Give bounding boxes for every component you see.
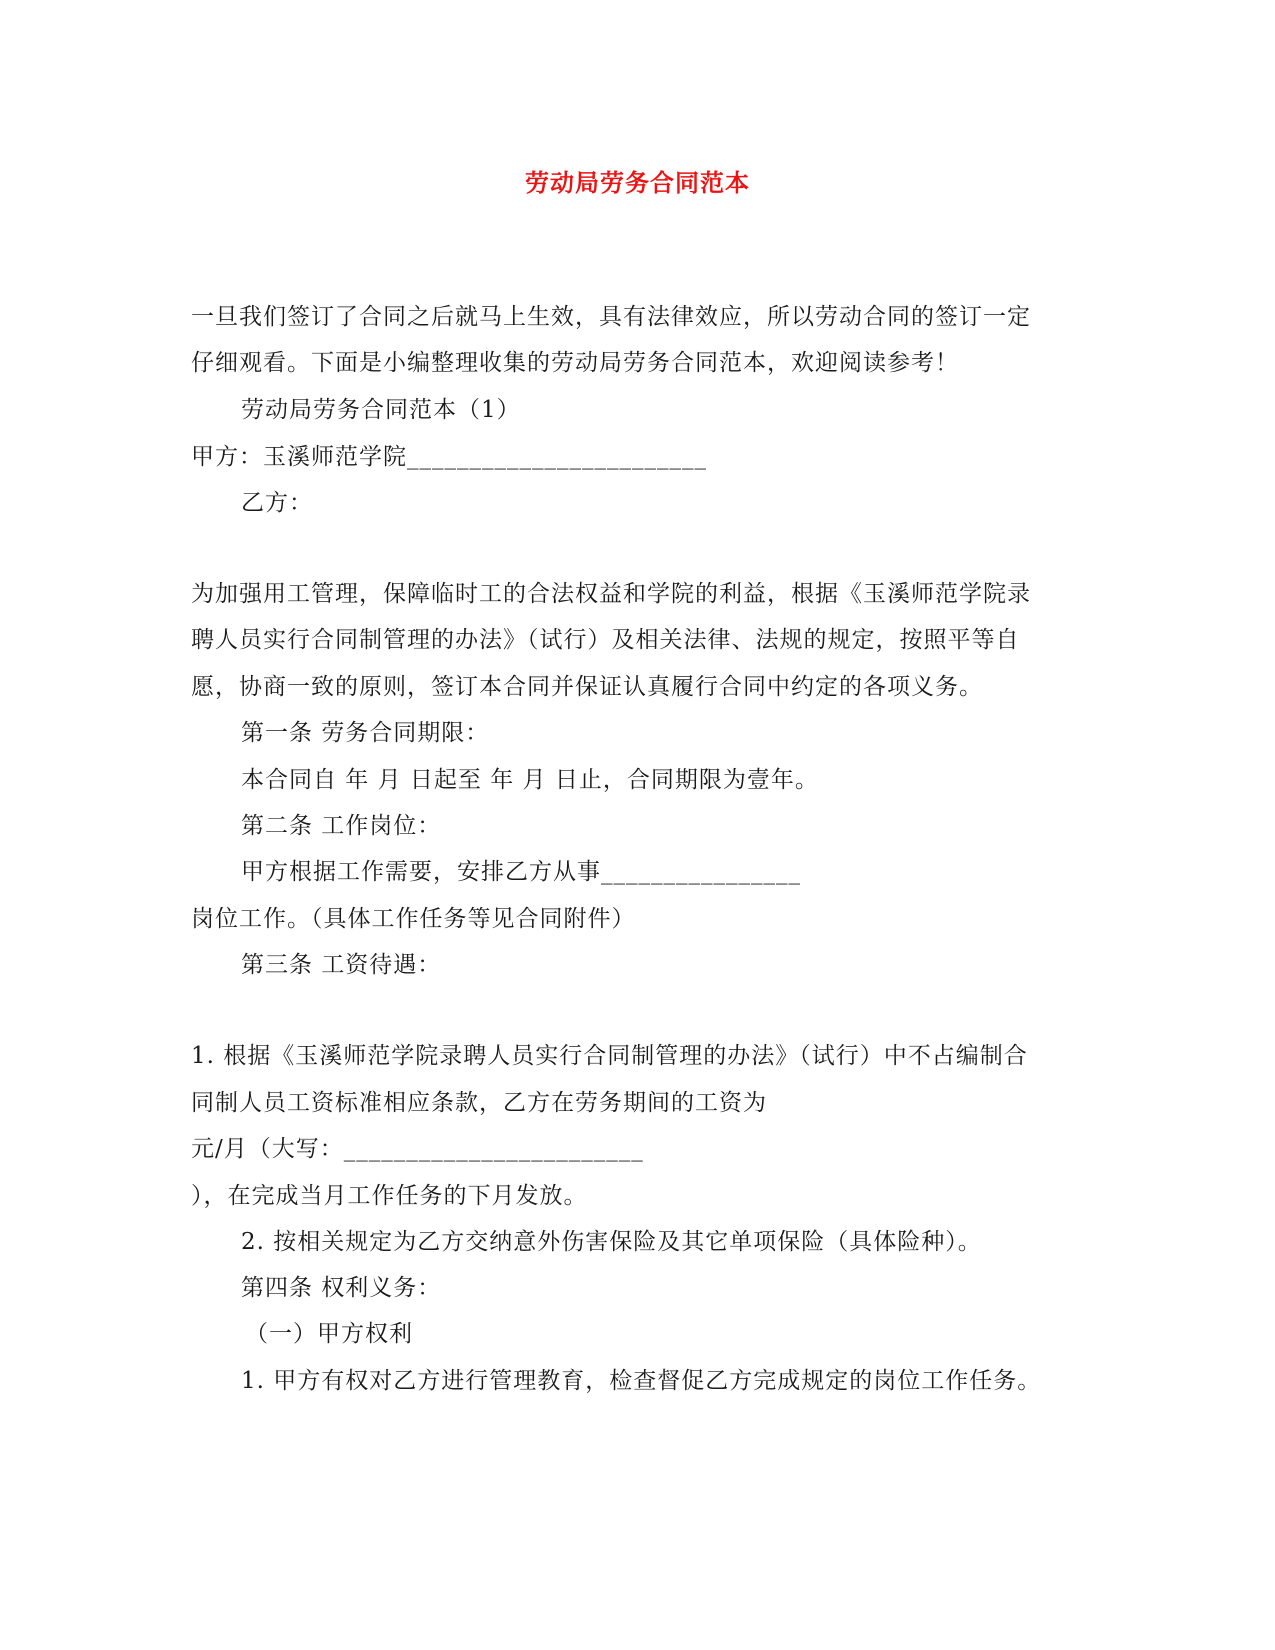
preamble-line-3: 愿，协商一致的原则，签订本合同并保证认真履行合同中约定的各项义务。 <box>191 674 983 700</box>
party-b-line: 乙方： <box>241 490 313 516</box>
article-3-item-1-line-2: 同制人员工资标准相应条款，乙方在劳务期间的工资为 <box>191 1090 767 1116</box>
preamble-line-1: 为加强用工管理，保障临时工的合法权益和学院的利益，根据《玉溪师范学院录 <box>191 581 1031 607</box>
party-a-rights-item-1: 1. 甲方有权对乙方进行管理教育，检查督促乙方完成规定的岗位工作任务。 <box>241 1368 1042 1394</box>
section-heading: 劳动局劳务合同范本（1） <box>241 397 521 423</box>
party-a-line: 甲方：玉溪师范学院________________________ <box>191 444 707 470</box>
preamble-line-2: 聘人员实行合同制管理的办法》（试行）及相关法律、法规的规定，按照平等自 <box>191 627 1020 653</box>
article-3-item-1-line-4: ），在完成当月工作任务的下月发放。 <box>191 1183 588 1209</box>
article-2-body-line-2: 岗位工作。（具体工作任务等见合同附件） <box>191 906 636 932</box>
intro-line-1: 一旦我们签订了合同之后就马上生效，具有法律效应，所以劳动合同的签订一定 <box>191 304 1031 330</box>
intro-line-2: 仔细观看。下面是小编整理收集的劳动局劳务合同范本，欢迎阅读参考！ <box>191 350 959 376</box>
article-3-item-2: 2. 按相关规定为乙方交纳意外伤害保险及其它单项保险（具体险种）。 <box>241 1229 982 1255</box>
article-2-body-line-1: 甲方根据工作需要，安排乙方从事________________ <box>241 859 801 885</box>
article-4-heading: 第四条 权利义务： <box>241 1275 442 1301</box>
article-1-heading: 第一条 劳务合同期限： <box>241 720 490 746</box>
article-3-item-1-line-3: 元/月（大写：________________________ <box>191 1136 644 1162</box>
article-2-heading: 第二条 工作岗位： <box>241 813 442 839</box>
party-a-rights-heading: （一）甲方权利 <box>245 1321 413 1347</box>
article-3-heading: 第三条 工资待遇： <box>241 952 442 978</box>
article-1-body: 本合同自 年 月 日起至 年 月 日止，合同期限为壹年。 <box>241 767 819 793</box>
article-3-item-1-line-1: 1. 根据《玉溪师范学院录聘人员实行合同制管理的办法》（试行）中不占编制合 <box>191 1043 1028 1069</box>
document-title: 劳动局劳务合同范本 <box>525 168 750 197</box>
